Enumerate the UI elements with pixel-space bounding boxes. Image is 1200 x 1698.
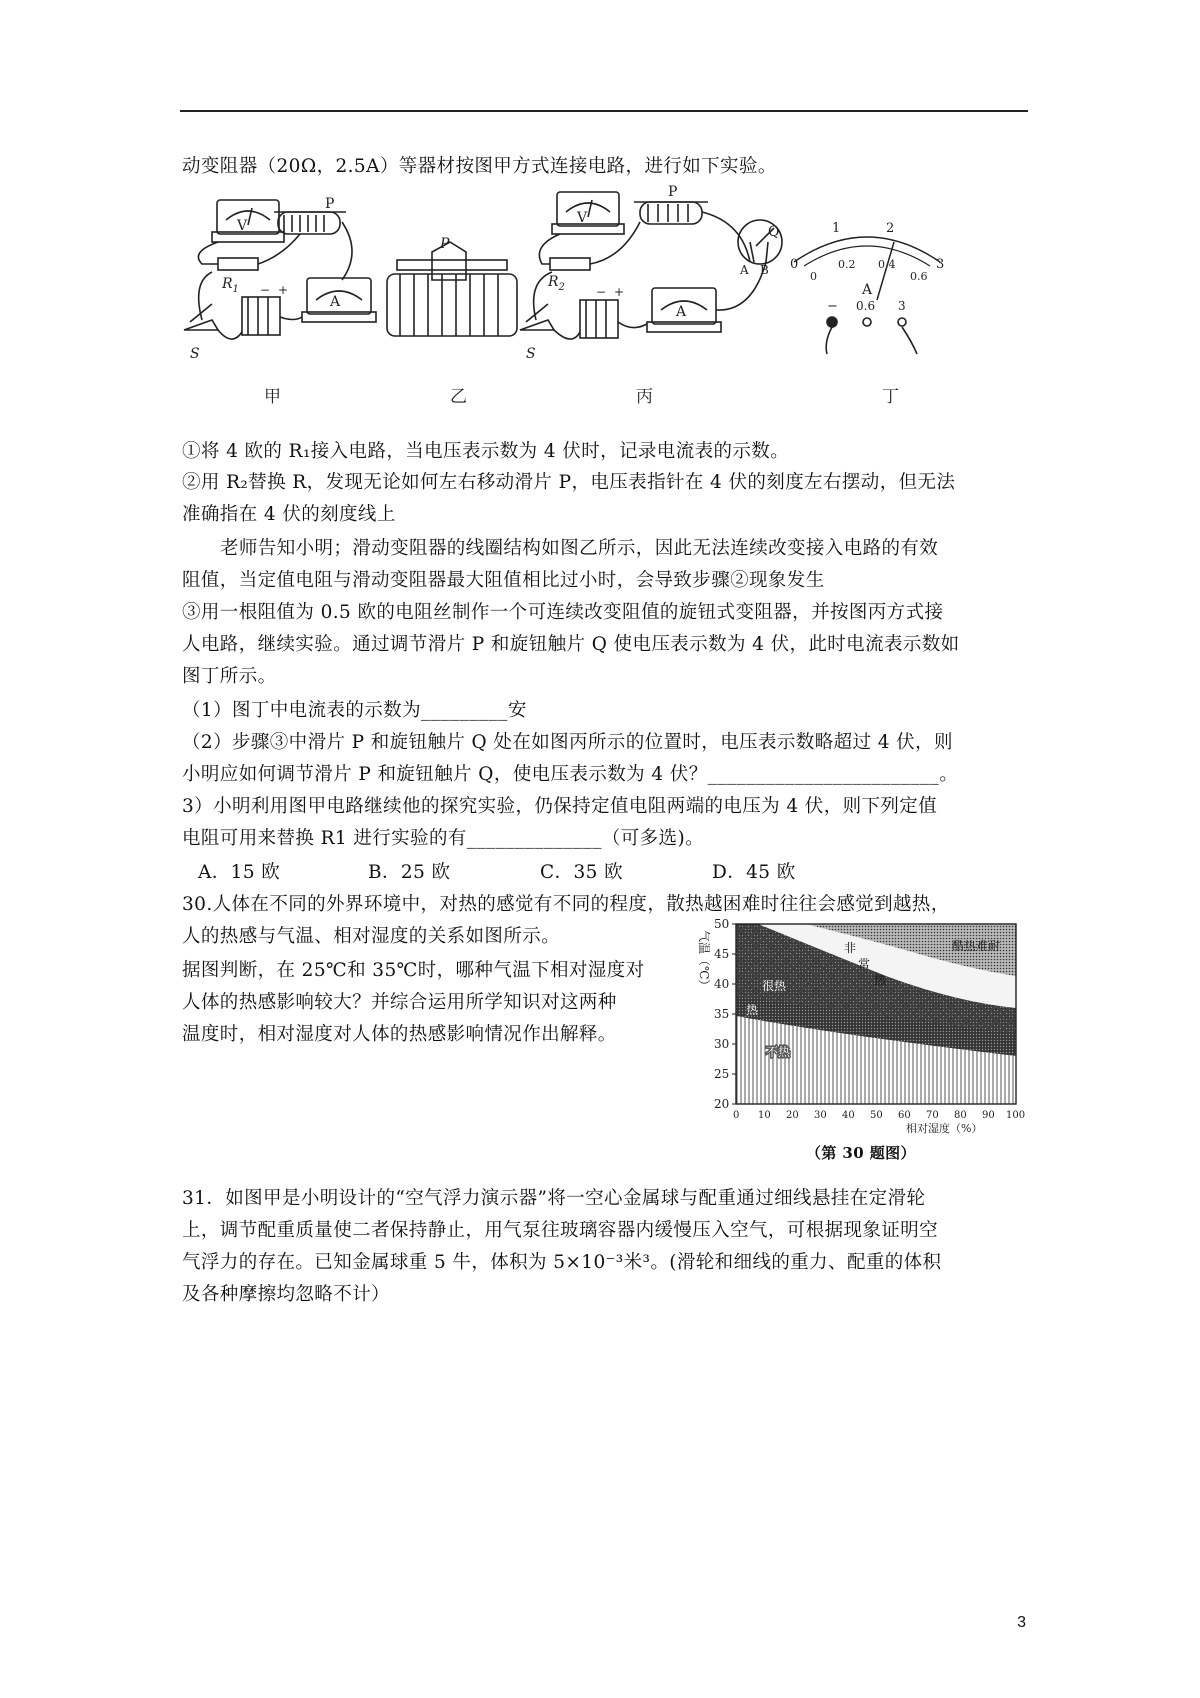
option-b: B．25 欧	[368, 862, 451, 883]
circuit-figure-svg	[182, 182, 1022, 422]
x-tick-100: 100	[1006, 1110, 1026, 1121]
teacher-note: 老师告知小明；滑动变阻器的线圈结构如图乙所示，因此无法连续改变接入电路的有效	[220, 538, 939, 559]
q30-line-3: 据图判断，在 25℃和 35℃时，哪种气温下相对湿度对	[182, 960, 645, 981]
battery-minus-jia: −	[260, 283, 271, 297]
region-extreme: 酷热难耐	[952, 939, 1001, 953]
switch-label-jia: S	[190, 346, 200, 362]
question-1: （1）图丁中电流表的示数为_________安	[182, 700, 527, 721]
coil-yi	[387, 242, 517, 336]
scale-top-1: 1	[832, 221, 841, 236]
intro-line: 动变阻器（20Ω，2.5A）等器材按图甲方式连接电路，进行如下实验。	[182, 156, 777, 177]
y-tick-30: 30	[714, 1037, 730, 1051]
x-tick-20: 20	[786, 1110, 799, 1121]
caption-bing: 丙	[636, 387, 653, 407]
battery-minus-bing: −	[596, 285, 607, 299]
heat-index-chart	[696, 916, 1036, 1138]
q31-line-1: 31．如图甲是小明设计的“空气浮力演示器”将一空心金属球与配重通过细线悬挂在定滑轮	[182, 1188, 926, 1209]
terminal-a-label: A	[740, 263, 749, 277]
meter-unit-label: A	[862, 282, 873, 298]
ammeter-label-bing: A	[676, 304, 687, 320]
region-very-1: 非	[844, 941, 857, 955]
step-1: ①将 4 欧的 R₁接入电路，当电压表示数为 4 伏时，记录电流表的示数。	[182, 441, 790, 462]
y-tick-35: 35	[714, 1007, 730, 1021]
scale-bottom-02: 0.2	[838, 258, 856, 271]
r1-label: $R_1$	[222, 276, 239, 295]
q30-line-4: 人体的热感影响较大？并综合运用所学知识对这两种	[182, 992, 617, 1013]
battery-plus-bing: +	[614, 285, 625, 299]
x-tick-90: 90	[982, 1110, 995, 1121]
q31-line-4: 及各种摩擦均忽略不计）	[182, 1284, 390, 1305]
knob-label: Q	[768, 224, 780, 240]
region-not-hot: 不热	[766, 1045, 791, 1059]
scale-bottom-06: 0.6	[910, 270, 928, 283]
switch-label-bing: S	[526, 346, 536, 362]
scale-bottom-04: 0.4	[878, 258, 896, 271]
q30-line-2: 人的热感与气温、相对湿度的关系如图所示。	[182, 926, 561, 947]
caption-jia: 甲	[264, 387, 281, 407]
option-d: D．45 欧	[712, 862, 796, 883]
step-3-end: 图丁所示。	[182, 666, 277, 687]
question-2-cont: 小明应如何调节滑片 P 和旋钮触片 Q，使电压表示数为 4 伏？________________________。	[182, 764, 959, 785]
x-tick-40: 40	[842, 1110, 855, 1121]
q31-line-2: 上，调节配重质量使二者保持静止，用气泵往玻璃容器内缓慢压入空气，可根据现象证明空	[182, 1220, 939, 1241]
caption-yi: 乙	[450, 387, 467, 407]
page-number: 3	[1017, 1614, 1026, 1631]
region-warm: 热	[746, 1003, 759, 1017]
x-tick-10: 10	[758, 1110, 771, 1121]
x-tick-50: 50	[870, 1110, 883, 1121]
step-2: ②用 R₂替换 R，发现无论如何左右移动滑片 P，电压表指针在 4 伏的刻度左右摆动，但无法	[182, 472, 956, 493]
question-2: （2）步骤③中滑片 P 和旋钮触片 Q 处在如图丙所示的位置时，电压表示数略超过 4 伏，则	[182, 732, 953, 753]
q31-line-3: 气浮力的存在。已知金属球重 5 牛，体积为 5×10⁻³米³。(滑轮和细线的重力、配重的体积	[182, 1252, 942, 1273]
step-2-cont: 准确指在 4 伏的刻度线上	[182, 504, 396, 525]
caption-ding: 丁	[882, 387, 899, 407]
scale-top-2: 2	[886, 221, 895, 236]
circuit-figure	[182, 182, 1022, 422]
y-axis-label: 气温（℃）	[697, 930, 711, 992]
terminal-minus-label: −	[827, 299, 838, 314]
y-tick-20: 20	[714, 1097, 730, 1111]
y-tick-25: 25	[714, 1067, 730, 1081]
r2-label: $R_2$	[548, 274, 565, 293]
x-axis-label: 相对湿度（%）	[906, 1122, 983, 1135]
circuit-jia	[184, 200, 376, 339]
terminal-06-label: 0.6	[856, 299, 876, 313]
region-very-3: 热	[874, 973, 887, 987]
y-tick-50: 50	[714, 917, 730, 931]
voltmeter-label-bing: V	[577, 210, 588, 226]
scale-top-0: 0	[790, 257, 799, 272]
slider-label-jia: P	[325, 196, 335, 212]
y-tick-40: 40	[714, 977, 730, 991]
step-3-cont: 人电路，继续实验。通过调节滑片 P 和旋钮触片 Q 使电压表示数为 4 伏，此时电流表示数如	[182, 634, 960, 655]
battery-plus-jia: +	[278, 283, 289, 297]
q30-line-5: 温度时，相对湿度对人体的热感影响情况作出解释。	[182, 1024, 617, 1045]
q30-line-1: 30.人体在不同的外界环境中，对热的感觉有不同的程度，散热越困难时往往会感觉到越热，	[182, 894, 950, 915]
chart-caption: （第 30 题图）	[806, 1144, 916, 1162]
slider-label-bing: P	[668, 184, 678, 200]
region-very-2: 常	[858, 957, 871, 971]
x-tick-70: 70	[926, 1110, 939, 1121]
header-rule	[180, 110, 1028, 112]
x-tick-80: 80	[954, 1110, 967, 1121]
question-3-cont: 电阻可用来替换 R1 进行实验的有______________（可多选)。	[182, 828, 704, 849]
voltmeter-label-jia: V	[237, 218, 248, 234]
ammeter-label-jia: A	[330, 294, 341, 310]
question-3: 3）小明利用图甲电路继续他的探究实验，仍保持定值电阻两端的电压为 4 伏，则下列定值	[182, 796, 938, 817]
x-tick-30: 30	[814, 1110, 827, 1121]
x-tick-0: 0	[733, 1110, 740, 1121]
terminal-3-label: 3	[898, 299, 906, 313]
region-hot: 很热	[762, 979, 787, 993]
scale-bottom-0: 0	[810, 270, 817, 283]
terminal-b-label: B	[760, 263, 769, 277]
x-tick-60: 60	[898, 1110, 911, 1121]
scale-top-3: 3	[936, 257, 945, 272]
option-c: C．35 欧	[540, 862, 623, 883]
heat-index-svg	[696, 916, 1036, 1138]
option-a: A．15 欧	[198, 862, 281, 883]
teacher-note-cont: 阻值，当定值电阻与滑动变阻器最大阻值相比过小时，会导致步骤②现象发生	[182, 570, 825, 591]
slider-label-yi: P	[440, 236, 450, 252]
y-tick-45: 45	[714, 947, 730, 961]
step-3: ③用一根阻值为 0.5 欧的电阻丝制作一个可连续改变阻值的旋钮式变阻器，并按图丙方式接	[182, 602, 944, 623]
